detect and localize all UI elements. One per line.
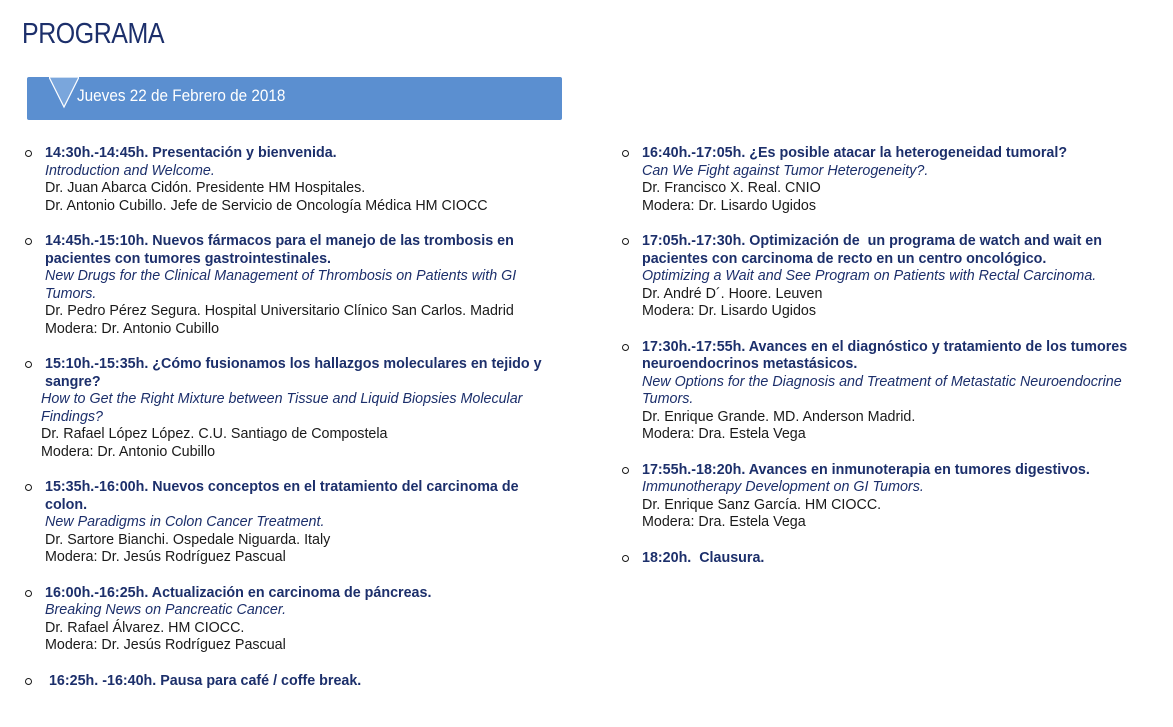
moderator-line: Modera: Dr. Antonio Cubillo: [41, 443, 216, 460]
session-item: [23, 585, 563, 655]
session-heading: 16:25h. -16:40h. Pausa para café / coffe break.: [45, 672, 362, 689]
session-item: [23, 356, 563, 461]
date-banner: [27, 77, 562, 120]
speaker-line: Dr. Pedro Pérez Segura. Hospital Universitario Clínico San Carlos. Madrid: [45, 303, 514, 319]
session-subtitle: New Drugs for the Clinical Management of Thrombosis on Patients with GI Tumors.: [45, 268, 517, 302]
bullet-icon: [622, 467, 629, 474]
bullet-icon: [622, 150, 629, 157]
session-item: [620, 145, 1160, 215]
chevron-down-icon: [49, 77, 79, 109]
program-column-right: [620, 145, 1160, 567]
session-subtitle: New Paradigms in Colon Cancer Treatment.: [45, 514, 325, 530]
bullet-icon: [25, 150, 32, 157]
moderator-line: Modera: Dr. Lisardo Ugidos: [642, 197, 817, 214]
bullet-icon: [25, 361, 32, 368]
speaker-line: Dr. Enrique Grande. MD. Anderson Madrid.: [642, 408, 916, 425]
session-item: [620, 462, 1160, 532]
session-heading: 16:40h.-17:05h. ¿Es posible atacar la heterogeneidad tumoral?: [642, 145, 1068, 161]
session-item: [23, 479, 563, 567]
bullet-icon: [622, 238, 629, 245]
speaker-line: Dr. André D´. Hoore. Leuven: [642, 285, 823, 302]
speaker-line: Dr. Rafael Álvarez. HM CIOCC.: [45, 619, 245, 636]
session-item: [620, 339, 1160, 444]
session-item: [23, 145, 563, 215]
bullet-icon: [622, 555, 629, 562]
moderator-line: Modera: Dr. Antonio Cubillo: [45, 320, 220, 337]
speaker-line: Dr. Juan Abarca Cidón. Presidente HM Hospitales.: [45, 180, 366, 196]
page-title: PROGRAMA: [22, 18, 165, 50]
session-item: [23, 233, 563, 338]
speaker-line: Dr. Francisco X. Real. CNIO: [642, 180, 821, 196]
session-subtitle: How to Get the Right Mixture between Tissue and Liquid Biopsies Molecular Findings?: [41, 391, 523, 425]
session-subtitle: Introduction and Welcome.: [45, 162, 215, 179]
program-column-left: [23, 145, 563, 690]
session-heading: 18:20h. Clausura.: [642, 549, 765, 566]
session-item: [23, 673, 563, 691]
bullet-icon: [622, 344, 629, 351]
session-heading: 17:30h.-17:55h. Avances en el diagnóstico y tratamiento de los tumores neuroendocrinos metastásicos.: [642, 338, 1132, 372]
session-heading: 15:35h.-16:00h. Nuevos conceptos en el tratamiento del carcinoma de colon.: [45, 479, 523, 513]
moderator-line: Modera: Dra. Estela Vega: [642, 426, 806, 442]
moderator-line: Modera: Dra. Estela Vega: [642, 514, 806, 530]
speaker-line: Dr. Enrique Sanz García. HM CIOCC.: [642, 496, 882, 513]
bullet-icon: [25, 678, 32, 685]
session-subtitle: Optimizing a Wait and See Program on Patients with Rectal Carcinoma.: [642, 268, 1097, 284]
bullet-icon: [25, 484, 32, 491]
speaker-line: Dr. Sartore Bianchi. Ospedale Niguarda. Italy: [45, 531, 331, 548]
session-heading: 17:05h.-17:30h. Optimización de un programa de watch and wait en pacientes con carcinoma de recto en un centro oncológico.: [642, 233, 1106, 267]
session-item: [620, 550, 1160, 568]
session-heading: 16:00h.-16:25h. Actualización en carcinoma de páncreas.: [45, 584, 432, 601]
moderator-line: Modera: Dr. Jesús Rodríguez Pascual: [45, 637, 286, 653]
bullet-icon: [25, 238, 32, 245]
bullet-icon: [25, 590, 32, 597]
session-subtitle: Breaking News on Pancreatic Cancer.: [45, 602, 287, 618]
session-heading: 14:45h.-15:10h. Nuevos fármacos para el manejo de las trombosis en pacientes con tumores gastrointestinales.: [45, 233, 518, 267]
session-subtitle: Can We Fight against Tumor Heterogeneity?.: [642, 162, 929, 179]
banner-date: Jueves 22 de Febrero de 2018: [77, 86, 286, 105]
moderator-line: Modera: Dr. Jesús Rodríguez Pascual: [45, 549, 286, 565]
session-heading: 14:30h.-14:45h. Presentación y bienvenida.: [45, 145, 337, 161]
session-subtitle: New Options for the Diagnosis and Treatment of Metastatic Neuroendocrine Tumors.: [642, 373, 1122, 407]
speaker-line: Dr. Antonio Cubillo. Jefe de Servicio de Oncología Médica HM CIOCC: [45, 197, 488, 214]
session-subtitle: Immunotherapy Development on GI Tumors.: [642, 479, 924, 495]
session-heading: 15:10h.-15:35h. ¿Cómo fusionamos los hallazgos moleculares en tejido y sangre?: [45, 356, 546, 390]
session-heading: 17:55h.-18:20h. Avances en inmunoterapia en tumores digestivos.: [642, 461, 1090, 478]
session-item: [620, 233, 1160, 321]
speaker-line: Dr. Rafael López López. C.U. Santiago de Compostela: [41, 426, 388, 442]
moderator-line: Modera: Dr. Lisardo Ugidos: [642, 303, 817, 319]
